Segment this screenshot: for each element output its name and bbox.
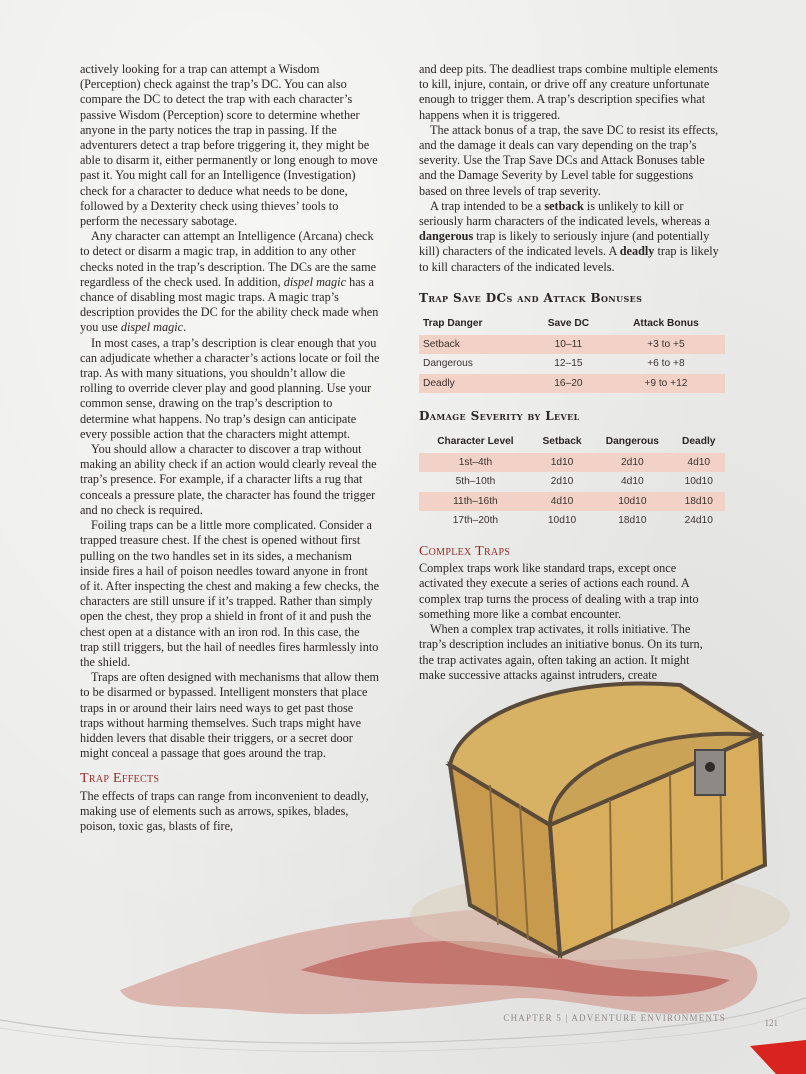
table-row [419, 492, 725, 511]
cell: 18d10 [672, 492, 725, 511]
table-title-damage-severity: Damage Severity by Level [419, 408, 580, 423]
cell: +9 to +12 [607, 374, 725, 393]
trap-save-dcs-table [419, 312, 725, 393]
table-row [419, 335, 725, 354]
table-row [419, 511, 725, 530]
paragraph: Complex traps work like standard traps, except once activated they execute a series of actions each round. A complex trap turns the process of dealing with a trap into something more like a combat encounter. [419, 561, 699, 621]
table-row [419, 453, 725, 472]
cell: 1d10 [532, 453, 592, 472]
cell: 10d10 [547, 514, 577, 526]
section-heading-complex-traps: Complex Traps [419, 544, 511, 560]
paragraph: Traps are often designed with mechanisms that allow them to be disarmed or bypassed. Intelligent monsters that place traps in or around their lairs need ways to get past those traps without harming themselves. Such traps might have hidden levers that disable their triggers, or a secret door might conceal a passage that goes around the trap. [80, 670, 380, 761]
section-heading-trap-effects: Trap Effects [80, 771, 160, 787]
paragraph: Foiling traps can be a little more complicated. Consider a trapped treasure chest. If the chest is opened without first pulling on the two handles set in its sides, a mechanism inside fires a hail of poison needles toward anyone in front of it. After inspecting the chest and making a few checks, the characters are still unsure if it’s trapped. Rather than simply open the chest, they prop a shield in front of it and push the chest open at a distance with an iron rod. In this case, the trap still triggers, but the hail of needles fires harmlessly into the shield. [80, 518, 380, 669]
cell: +6 to +8 [647, 358, 685, 370]
cell: 5th–10th [455, 476, 496, 488]
paragraph: and deep pits. The deadliest traps combine multiple elements to kill, injure, contain, or drive off any creature unfortunate enough to trigger them. A trap’s description specifies what happens when it is triggered. [419, 62, 718, 122]
paragraph: In most cases, a trap’s description is clear enough that you can adjudicate whether a character’s actions locate or foil the trap. As with many situations, you shouldn’t allow die rolling to override clever play and good planning. Use your common sense, drawing on the trap’s description to determine what happens. No trap’s design can anticipate every possible action that the characters might attempt. [80, 335, 380, 441]
cell: 2d10 [592, 453, 672, 472]
cell: 2d10 [550, 476, 574, 488]
table-row [419, 374, 725, 393]
column-header: Deadly [682, 436, 716, 448]
column-header: Trap Danger [423, 318, 483, 330]
paragraph: You should allow a character to discover a trap without making an ability check if an action would clearly reveal the trap’s presence. For example, if a character lifts a rug that conceals a pressure plate, the character has found the trigger and no check is required. [80, 442, 377, 517]
paragraph: The effects of traps can range from inconvenient to deadly, making use of elements such as arrows, spikes, blades, poison, toxic gas, blasts of fire, [80, 788, 369, 833]
cell: 1st–4th [419, 453, 532, 472]
cell: 10d10 [684, 476, 713, 488]
table-title-trap-save-dcs: Trap Save DCs and Attack Bonuses [419, 290, 643, 305]
paragraph: The attack bonus of a trap, the save DC to resist its effects, and the damage it deals can vary depending on the trap’s severity. Use the Trap Save DCs and Attack Bonuses table and the Damage Severity by Level table for suggestions based on three levels of trap severity. [419, 122, 719, 198]
treasure-chest-illustration [380, 655, 790, 985]
cell: Deadly [419, 374, 530, 393]
cell: 11th–16th [419, 492, 532, 511]
column-header: Dangerous [605, 436, 659, 448]
red-corner-tab [750, 1040, 806, 1074]
damage-severity-table [419, 430, 725, 530]
cell: 18d10 [618, 514, 647, 526]
cell: 4d10 [621, 476, 644, 488]
paragraph: A trap intended to be a setback is unlikely to kill or seriously harm characters of the indicated levels, whereas a dangerous trap is likely to seriously injure (and potentially kill) characters of the indicated levels. A deadly trap is likely to kill characters of the indicated levels. [419, 198, 719, 274]
cell: 4d10 [532, 492, 592, 511]
cell: 12–15 [554, 358, 583, 370]
page-number: 121 [764, 1018, 778, 1028]
table-row [419, 354, 725, 373]
cell: 4d10 [672, 453, 725, 472]
right-column [419, 62, 719, 683]
column-header: Save DC [547, 318, 590, 330]
column-header: Attack Bonus [633, 318, 699, 330]
cell: Setback [419, 335, 530, 354]
paragraph: When a complex trap activates, it rolls initiative. The trap’s description includes an initiative bonus. On its turn, the trap activates again, often taking an action. It might make successive attacks against intruders, create [419, 622, 703, 682]
cell: 10d10 [592, 492, 672, 511]
left-column [80, 62, 380, 834]
cell: 10–11 [530, 335, 607, 354]
paragraph: Any character can attempt an Intelligence (Arcana) check to detect or disarm a magic trap, in addition to any other checks noted in the trap’s description. The DCs are the same regardless of the check used. In addition, dispel magic has a chance of disabling most magic traps. A magic trap’s description provides the DC for the ability check made when you use dispel magic. [80, 229, 379, 335]
column-header: Character Level [437, 436, 514, 448]
cell: 17th–20th [452, 514, 499, 526]
paragraph: actively looking for a trap can attempt a Wisdom (Perception) check against the trap’s DC. You can also compare the DC to detect the trap with each character’s passive Wisdom (Perception) score to determine whether anyone in the party notices the trap in passing. If the adventurers detect a trap before triggering it, they might be able to disarm it, either permanently or long enough to move past it. You might call for an Intelligence (Investigation) check for a character to deduce what needs to be done, followed by a Dexterity check using thieves’ tools to perform the necessary sabotage. [80, 62, 378, 229]
column-header: Setback [542, 436, 582, 448]
cell: +3 to +5 [607, 335, 725, 354]
running-footer: CHAPTER 5 | ADVENTURE ENVIRONMENTS [503, 1013, 726, 1023]
cell: 24d10 [684, 514, 713, 526]
table-row [419, 472, 725, 491]
cell: Dangerous [423, 358, 473, 370]
cell: 16–20 [530, 374, 607, 393]
